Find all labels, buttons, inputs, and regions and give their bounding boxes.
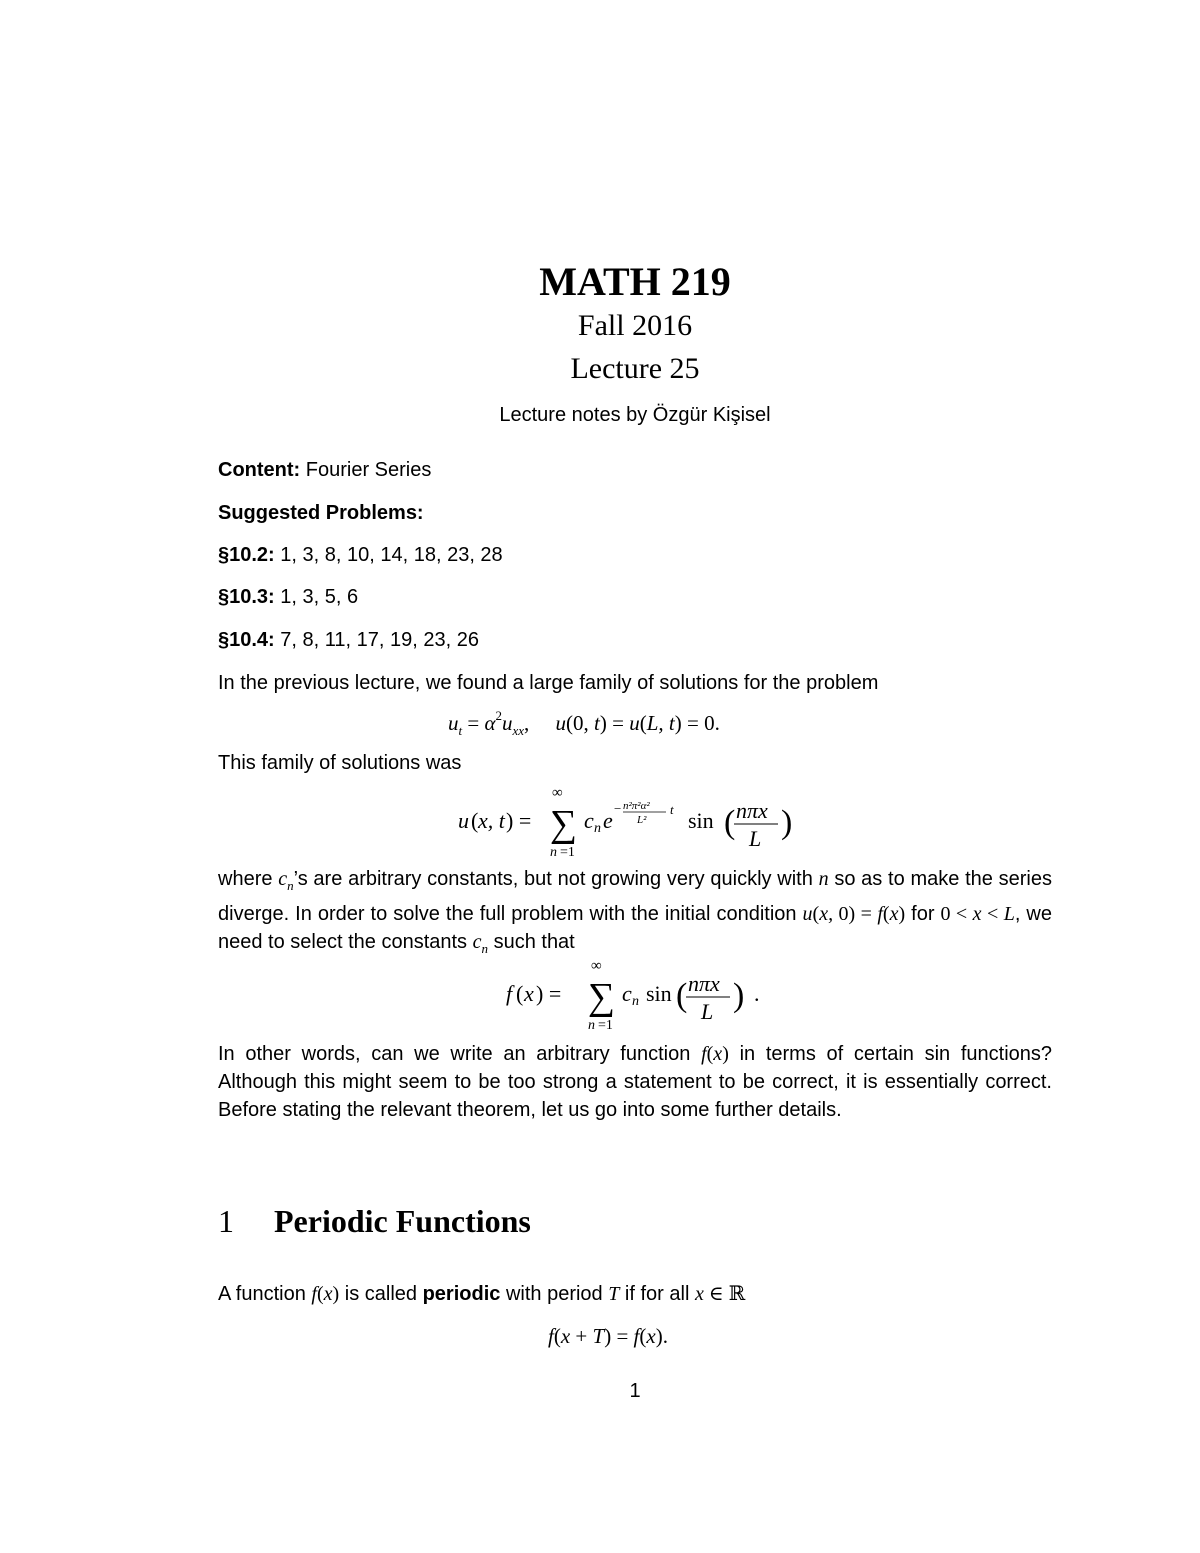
paragraph-constants: where $c_n’s$ are arbitrary constants, but not growing very quickly with n so as to make the series diverge. In order to solve the full problem with the initial condition u(x, 0) = f(x) for 0 < x < L, we need to select the constants $c_n$ such that	[218, 868, 1052, 956]
svg-text:): )	[733, 977, 745, 1014]
svg-text:) =: ) =	[506, 808, 532, 833]
svg-text:L²: L²	[637, 814, 647, 826]
svg-text:(: (	[724, 804, 736, 841]
text-fragment: such that	[493, 931, 575, 953]
paragraph-question: In other words, can we write an arbitrary function f(x) in terms of certain sin functions? Although this might seem to be too strong a statement to be correct, it is essentially correct. Before stating the relevant theorem, let us go into some further details.	[218, 1043, 1053, 1121]
problem-section: §10.4:	[218, 629, 275, 651]
svg-text:) =: ) =	[536, 981, 562, 1006]
svg-text:∑: ∑	[550, 803, 578, 845]
svg-text:sin: sin	[646, 981, 672, 1006]
svg-text:nπx: nπx	[688, 971, 720, 996]
heat-equation: $u_t = \alpha^2u_{xx}$, u(0, t) = u(L, t) = 0.	[448, 708, 720, 738]
problem-set-row	[218, 583, 358, 611]
svg-text:n: n	[594, 821, 601, 836]
svg-text:n: n	[588, 1018, 595, 1033]
svg-text:L: L	[749, 826, 762, 851]
text-fragment: In other words, can we write an arbitrary function	[218, 1043, 691, 1065]
svg-text:(: (	[471, 808, 479, 833]
svg-text:=1: =1	[560, 845, 575, 860]
document-title: MATH 219	[539, 259, 731, 304]
svg-text:c: c	[584, 808, 594, 833]
text-fragment: so as to make the series diverge. In order to solve the full problem with the initial condition	[218, 868, 1052, 925]
suggested-heading	[218, 499, 424, 527]
svg-text:x, t: x, t	[478, 808, 505, 833]
svg-text:n: n	[550, 845, 557, 860]
author-line: Lecture notes by Özgür Kişisel	[499, 404, 771, 426]
svg-text:sin: sin	[688, 808, 714, 833]
series-solution-equation	[440, 782, 840, 862]
svg-text:t: t	[670, 802, 674, 817]
problem-section: §10.3:	[218, 586, 275, 608]
svg-text:e: e	[603, 808, 613, 833]
svg-text:∑: ∑	[588, 976, 616, 1018]
svg-text:L: L	[701, 999, 714, 1024]
svg-text:f: f	[506, 981, 513, 1006]
content-label: Content:	[218, 459, 301, 481]
svg-text:∞: ∞	[591, 958, 602, 974]
svg-text:n: n	[632, 994, 639, 1009]
section-heading	[218, 1203, 531, 1240]
svg-text:u: u	[458, 808, 469, 833]
text-fragment: in terms of certain sin functions? Although this might seem to be too strong a statement to be correct, it is essentially correct. Before stating the relevant theorem, let us go into some further details.	[218, 1043, 1053, 1121]
problem-set-row	[218, 626, 479, 654]
svg-text:c: c	[622, 981, 632, 1006]
svg-text:x: x	[524, 981, 534, 1006]
text-fragment: A function	[218, 1283, 306, 1305]
svg-text:=1: =1	[598, 1018, 613, 1033]
problem-list: 7, 8, 11, 17, 19, 23, 26	[280, 629, 479, 651]
section-title: Periodic Functions	[274, 1203, 531, 1239]
periodic-definition: A function f(x) is called periodic with period T if for all x ∈ ℝ	[218, 1283, 746, 1305]
text-fragment: where	[218, 868, 273, 890]
problem-section: §10.2:	[218, 544, 275, 566]
paragraph-intro: In the previous lecture, we found a large family of solutions for the problem	[218, 672, 879, 694]
problem-list: 1, 3, 8, 10, 14, 18, 23, 28	[280, 544, 503, 566]
page-number: 1	[629, 1380, 641, 1402]
text-fragment: , we need to select the constants	[218, 903, 1052, 953]
problem-set-row	[218, 541, 503, 569]
svg-text:.: .	[754, 981, 760, 1006]
suggested-label: Suggested Problems:	[218, 502, 424, 524]
text-fragment: ’s are arbitrary constants, but not growing very quickly with	[293, 868, 813, 890]
periodicity-equation: f(x + T) = f(x).	[548, 1324, 668, 1348]
periodic-keyword: periodic	[422, 1283, 501, 1305]
sine-series-equation	[496, 955, 796, 1035]
svg-text:(: (	[676, 977, 688, 1014]
term-line: Fall 2016	[577, 309, 693, 342]
paragraph-family: This family of solutions was	[218, 752, 462, 774]
section-number: 1	[218, 1203, 234, 1239]
text-fragment: is called	[344, 1283, 418, 1305]
content-line	[218, 456, 431, 484]
text-fragment: if for all	[624, 1283, 690, 1305]
svg-text:nπx: nπx	[736, 798, 768, 823]
svg-text:∞: ∞	[552, 785, 563, 801]
svg-text:(: (	[516, 981, 524, 1006]
text-fragment: for	[911, 903, 935, 925]
text-fragment: with period	[505, 1283, 603, 1305]
svg-text:−: −	[614, 801, 622, 816]
problem-list: 1, 3, 5, 6	[280, 586, 359, 608]
content-value: Fourier Series	[305, 459, 432, 481]
lecture-line: Lecture 25	[570, 352, 700, 385]
svg-text:): )	[781, 804, 793, 841]
svg-text:n²π²α²: n²π²α²	[623, 800, 650, 812]
